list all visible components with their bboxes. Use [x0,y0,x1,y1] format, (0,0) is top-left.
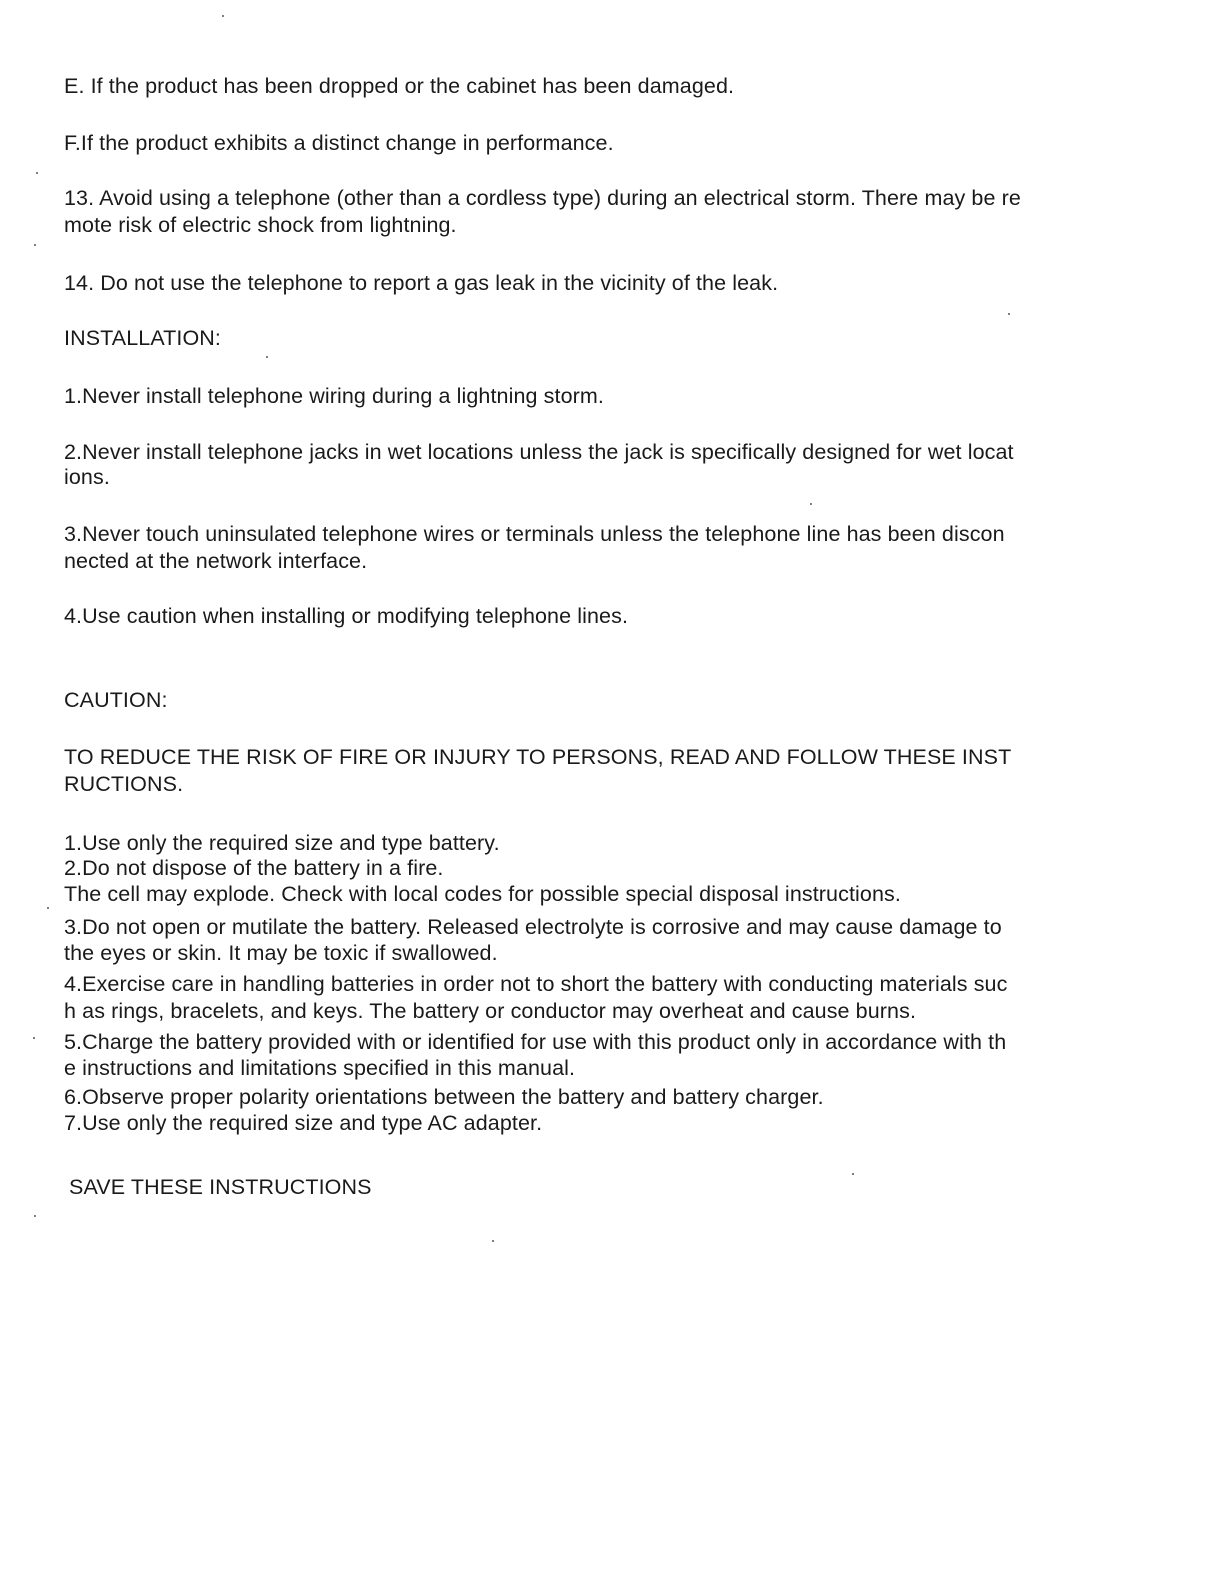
closing-save-instructions: SAVE THESE INSTRUCTIONS [69,1175,372,1199]
scan-speck [266,356,268,358]
scan-speck [492,1240,494,1242]
caution-item-5-line1: 5.Charge the battery provided with or identified for use with this product only in accordance with th [64,1030,1007,1054]
item-13-line2: mote risk of electric shock from lightning. [64,213,457,237]
caution-item-2-line2: The cell may explode. Check with local codes for possible special disposal instructions. [64,882,901,906]
installation-item-2-line2: ions. [64,465,110,489]
caution-item-7: 7.Use only the required size and type AC adapter. [64,1111,543,1135]
caution-item-2-line1: 2.Do not dispose of the battery in a fire. [64,856,444,880]
scan-speck [36,172,38,174]
scan-speck [222,15,224,17]
installation-item-4: 4.Use caution when installing or modifying telephone lines. [64,604,629,628]
installation-item-1: 1.Never install telephone wiring during a lightning storm. [64,384,605,408]
caution-item-3-line1: 3.Do not open or mutilate the battery. Released electrolyte is corrosive and may cause damage to [64,915,1002,939]
item-e: E. If the product has been dropped or the cabinet has been damaged. [64,74,735,98]
caution-item-1: 1.Use only the required size and type battery. [64,831,500,855]
caution-item-3-line2: the eyes or skin. It may be toxic if swallowed. [64,941,498,965]
scan-speck [33,1037,35,1039]
caution-intro-line2: RUCTIONS. [64,772,184,796]
item-13-line1: 13. Avoid using a telephone (other than a cordless type) during an electrical storm. There may be re [64,186,1021,210]
scan-speck [47,907,49,909]
caution-intro-line1: TO REDUCE THE RISK OF FIRE OR INJURY TO PERSONS, READ AND FOLLOW THESE INST [64,745,1012,769]
scan-speck [810,503,812,505]
caution-item-6: 6.Observe proper polarity orientations between the battery and battery charger. [64,1085,824,1109]
item-f: F.If the product exhibits a distinct change in performance. [64,131,614,155]
scan-speck [1008,313,1010,315]
installation-item-2-line1: 2.Never install telephone jacks in wet locations unless the jack is specifically designed for wet locat [64,440,1014,464]
scan-speck [34,1215,36,1217]
caution-heading: CAUTION: [64,688,168,712]
caution-item-4-line1: 4.Exercise care in handling batteries in order not to short the battery with conducting materials suc [64,972,1008,996]
caution-item-4-line2: h as rings, bracelets, and keys. The battery or conductor may overheat and cause burns. [64,999,917,1023]
caution-item-5-line2: e instructions and limitations specified in this manual. [64,1056,576,1080]
installation-heading: INSTALLATION: [64,326,222,350]
installation-item-3-line1: 3.Never touch uninsulated telephone wires or terminals unless the telephone line has been discon [64,522,1005,546]
installation-item-3-line2: nected at the network interface. [64,549,368,573]
item-14: 14. Do not use the telephone to report a gas leak in the vicinity of the leak. [64,271,779,295]
scan-speck [852,1173,854,1175]
scan-speck [34,244,36,246]
